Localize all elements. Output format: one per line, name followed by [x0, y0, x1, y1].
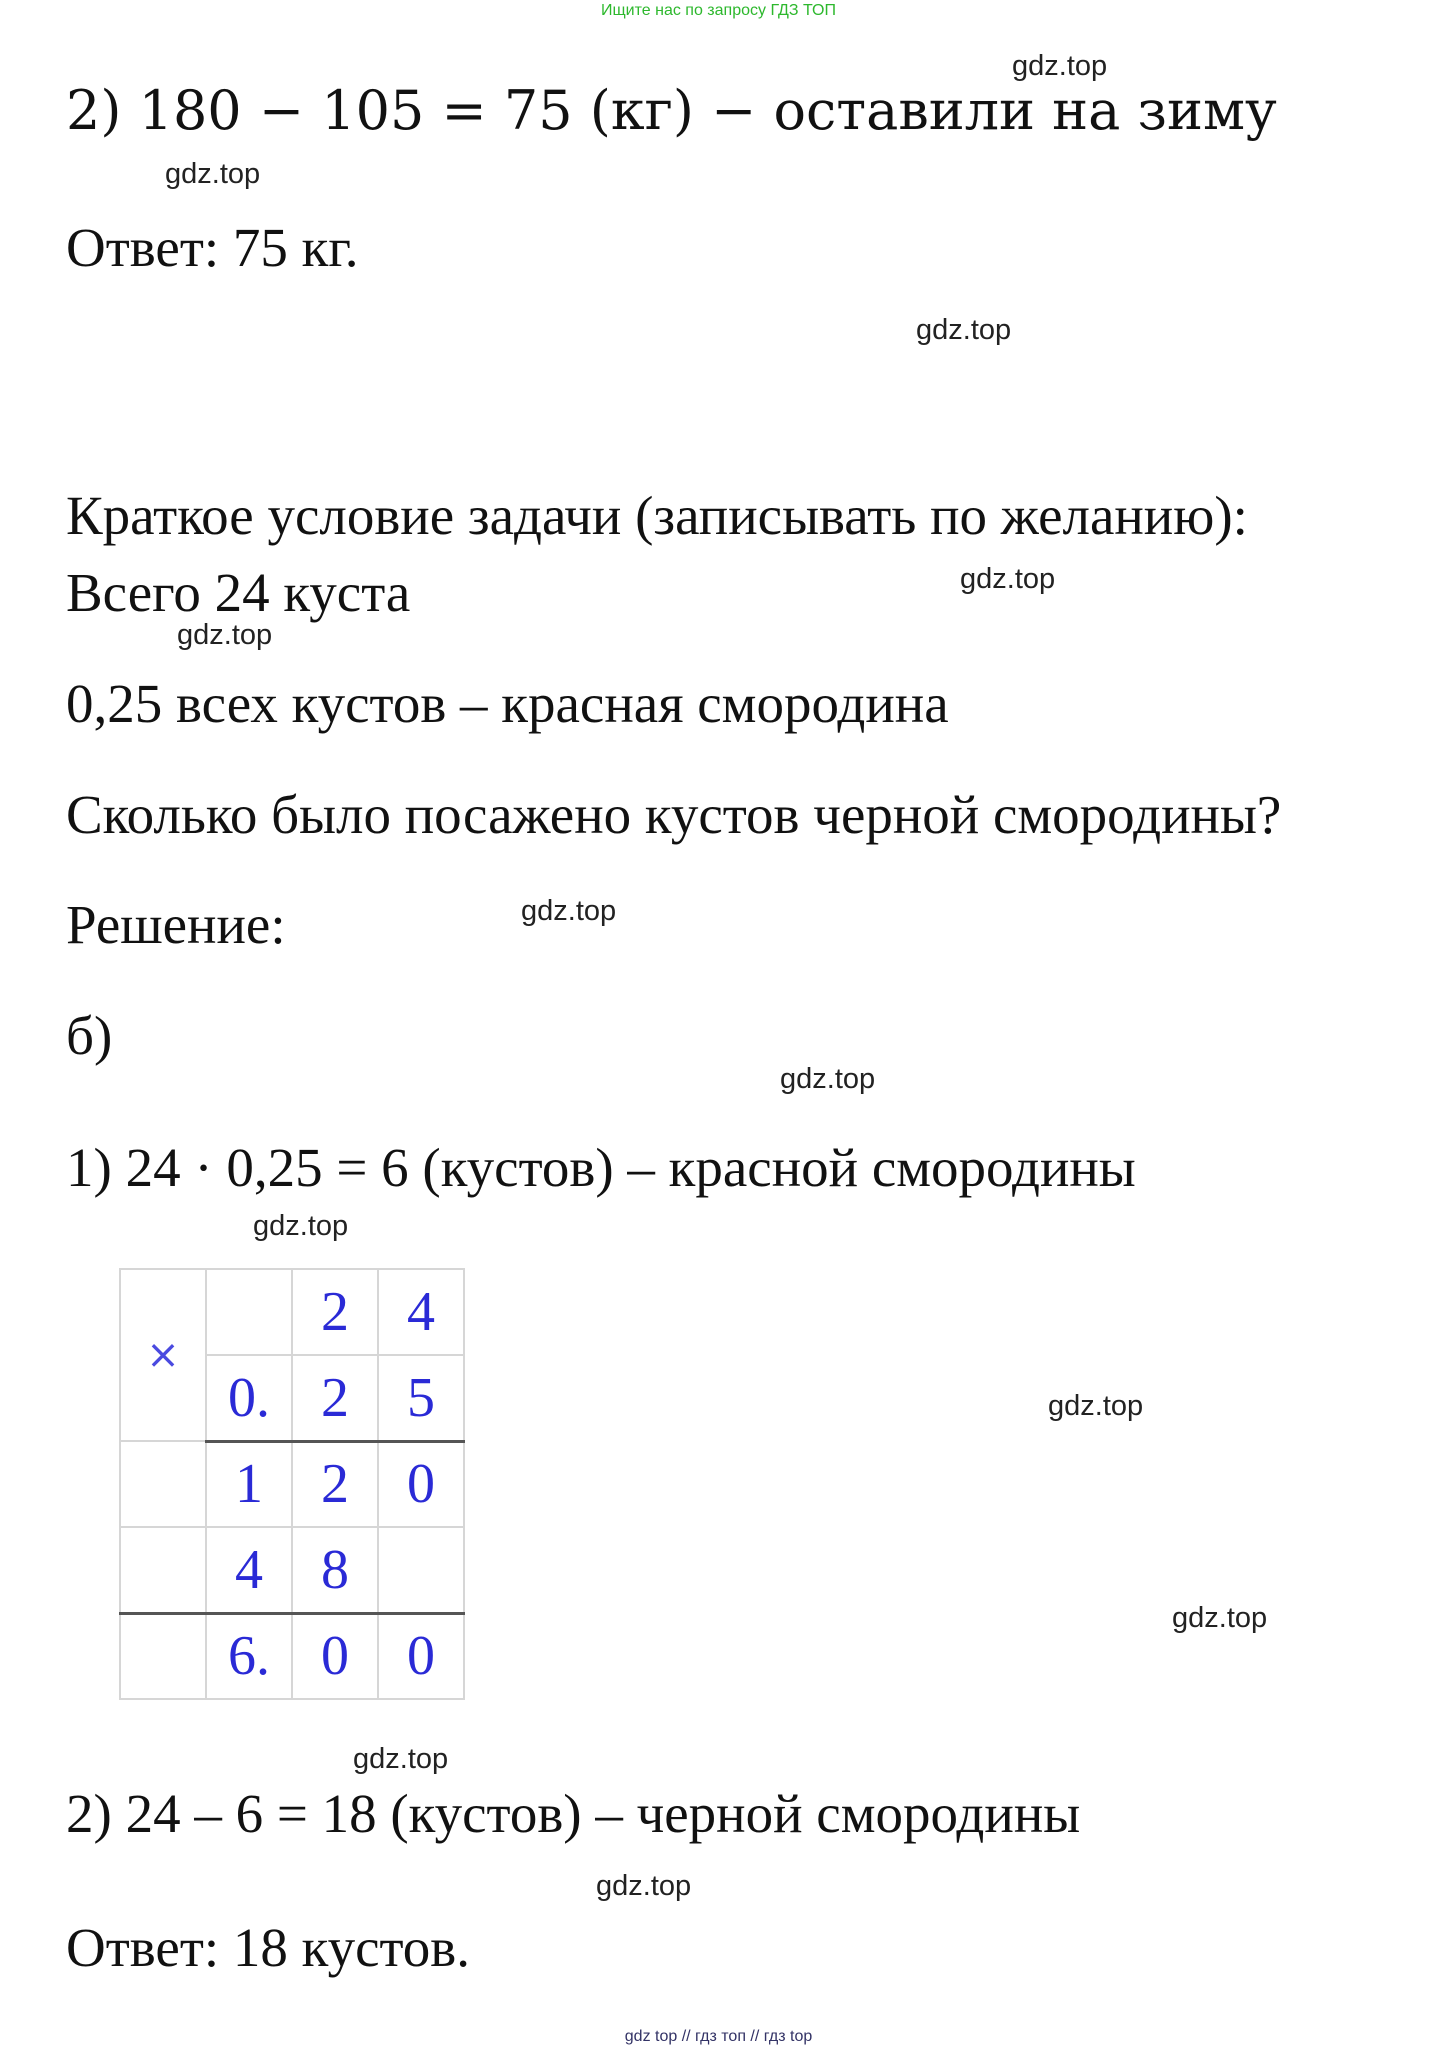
watermark: gdz.top: [916, 314, 1012, 346]
calc-cell: 0: [292, 1613, 378, 1699]
calc-cell-empty: [120, 1441, 206, 1527]
calc-cell: 2: [292, 1441, 378, 1527]
watermark: gdz.top: [353, 1743, 449, 1775]
multiplication-table: [119, 1268, 465, 1700]
calc-cell: 5: [378, 1355, 464, 1441]
calc-cell: 8: [292, 1527, 378, 1613]
top-banner[interactable]: Ищите нас по запросу ГДЗ ТОП: [601, 2, 836, 19]
step1-line: 1) 24 · 0,25 = 6 (кустов) – красной смородины: [66, 1137, 1136, 1198]
condition-red: 0,25 всех кустов – красная смородина: [66, 673, 949, 734]
watermark: gdz.top: [596, 1870, 692, 1902]
part-label: б): [66, 1005, 113, 1066]
calc-cell-empty: [120, 1613, 206, 1699]
watermark: gdz.top: [253, 1210, 349, 1242]
condition-total: Всего 24 куста: [66, 562, 411, 623]
watermark: gdz.top: [780, 1063, 876, 1095]
calc-cell: 2: [292, 1269, 378, 1355]
calc-cell: [378, 1527, 464, 1613]
step2-line: 2) 24 – 6 = 18 (кустов) – черной смородины: [66, 1783, 1081, 1844]
footer-links[interactable]: gdz top // гдз топ // гдз top: [624, 2028, 813, 2045]
calc-cell-empty: [120, 1527, 206, 1613]
calc-cell: 6.: [206, 1613, 292, 1699]
watermark: gdz.top: [1048, 1390, 1144, 1422]
watermark: gdz.top: [177, 619, 273, 651]
calc-cell: 1: [206, 1441, 292, 1527]
solution-label: Решение:: [66, 894, 286, 955]
watermark: gdz.top: [1012, 50, 1108, 82]
answer-previous: Ответ: 75 кг.: [66, 217, 359, 278]
calc-cell: 4: [378, 1269, 464, 1355]
watermark: gdz.top: [960, 563, 1056, 595]
calc-cell: 2: [292, 1355, 378, 1441]
condition-question: Сколько было посажено кустов черной смородины?: [66, 784, 1282, 845]
calc-cell: 4: [206, 1527, 292, 1613]
watermark: gdz.top: [165, 158, 261, 190]
calc-cell: [206, 1269, 292, 1355]
watermark: gdz.top: [521, 895, 617, 927]
calc-cell: 0: [378, 1613, 464, 1699]
calc-cell: 0: [378, 1441, 464, 1527]
answer-line: Ответ: 18 кустов.: [66, 1917, 471, 1978]
step2-previous: 2) 180 − 105 = 75 (кг) − оставили на зиму: [66, 79, 1277, 142]
calc-cell: 0.: [206, 1355, 292, 1441]
condition-title: Краткое условие задачи (записывать по желанию):: [66, 485, 1248, 546]
multiply-operator: ×: [120, 1269, 206, 1441]
watermark: gdz.top: [1172, 1602, 1268, 1634]
